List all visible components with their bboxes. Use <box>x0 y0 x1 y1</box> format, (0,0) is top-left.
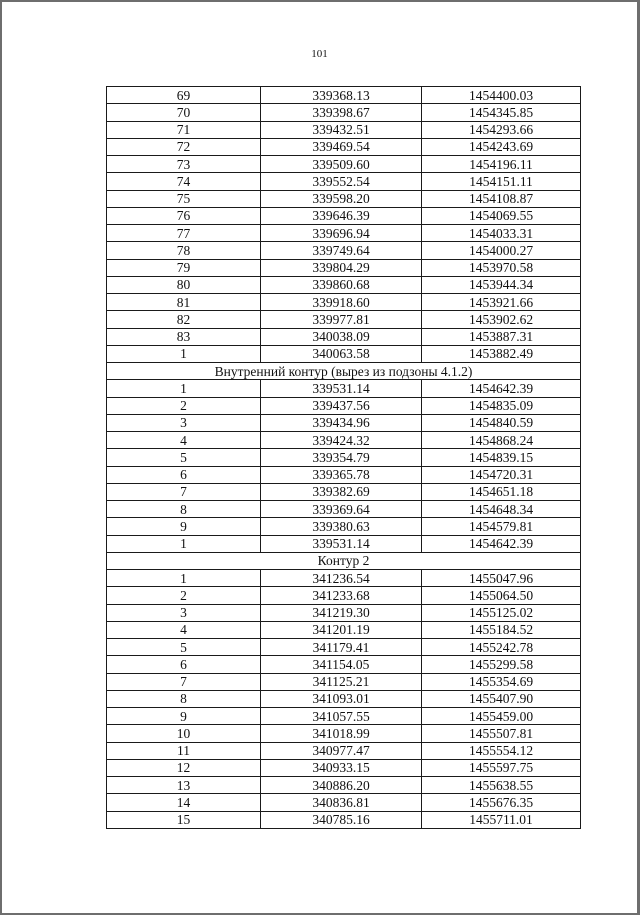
x-coordinate-cell: 339424.32 <box>261 432 422 449</box>
point-number-cell: 76 <box>107 207 261 224</box>
point-number-cell: 73 <box>107 156 261 173</box>
x-coordinate-cell: 341179.41 <box>261 639 422 656</box>
x-coordinate-cell: 339469.54 <box>261 138 422 155</box>
y-coordinate-cell: 1454835.09 <box>422 397 581 414</box>
point-number-cell: 74 <box>107 173 261 190</box>
table-row <box>107 535 581 552</box>
y-coordinate-cell: 1453902.62 <box>422 311 581 328</box>
table-row <box>107 587 581 604</box>
point-number-cell: 6 <box>107 656 261 673</box>
point-number-cell: 4 <box>107 432 261 449</box>
table-row <box>107 173 581 190</box>
y-coordinate-cell: 1454293.66 <box>422 121 581 138</box>
x-coordinate-cell: 339365.78 <box>261 466 422 483</box>
table-row <box>107 242 581 259</box>
y-coordinate-cell: 1454033.31 <box>422 225 581 242</box>
point-number-cell: 80 <box>107 276 261 293</box>
point-number-cell: 75 <box>107 190 261 207</box>
point-number-cell: 14 <box>107 794 261 811</box>
x-coordinate-cell: 339749.64 <box>261 242 422 259</box>
y-coordinate-cell: 1455407.90 <box>422 690 581 707</box>
point-number-cell: 6 <box>107 466 261 483</box>
y-coordinate-cell: 1454868.24 <box>422 432 581 449</box>
document-page <box>2 2 637 913</box>
x-coordinate-cell: 339434.96 <box>261 414 422 431</box>
y-coordinate-cell: 1455638.55 <box>422 777 581 794</box>
y-coordinate-cell: 1453921.66 <box>422 294 581 311</box>
x-coordinate-cell: 340785.16 <box>261 811 422 828</box>
table-row <box>107 138 581 155</box>
y-coordinate-cell: 1454642.39 <box>422 535 581 552</box>
table-row <box>107 742 581 759</box>
point-number-cell: 71 <box>107 121 261 138</box>
point-number-cell: 7 <box>107 483 261 500</box>
x-coordinate-cell: 339354.79 <box>261 449 422 466</box>
table-row <box>107 328 581 345</box>
section-heading-inner-contour: Внутренний контур (вырез из подзоны 4.1.2) <box>107 363 581 380</box>
coordinates-table-body <box>107 87 581 829</box>
y-coordinate-cell: 1454839.15 <box>422 449 581 466</box>
y-coordinate-cell: 1454720.31 <box>422 466 581 483</box>
y-coordinate-cell: 1455184.52 <box>422 621 581 638</box>
y-coordinate-cell: 1455354.69 <box>422 673 581 690</box>
table-row <box>107 673 581 690</box>
table-row <box>107 570 581 587</box>
point-number-cell: 69 <box>107 87 261 104</box>
x-coordinate-cell: 340933.15 <box>261 759 422 776</box>
x-coordinate-cell: 339437.56 <box>261 397 422 414</box>
point-number-cell: 8 <box>107 690 261 707</box>
x-coordinate-cell: 341057.55 <box>261 708 422 725</box>
y-coordinate-cell: 1454648.34 <box>422 501 581 518</box>
table-row <box>107 380 581 397</box>
point-number-cell: 1 <box>107 570 261 587</box>
point-number-cell: 78 <box>107 242 261 259</box>
x-coordinate-cell: 339646.39 <box>261 207 422 224</box>
table-row <box>107 121 581 138</box>
page-number: 101 <box>311 48 328 60</box>
point-number-cell: 1 <box>107 380 261 397</box>
table-row <box>107 311 581 328</box>
point-number-cell: 72 <box>107 138 261 155</box>
point-number-cell: 15 <box>107 811 261 828</box>
y-coordinate-cell: 1455507.81 <box>422 725 581 742</box>
table-row <box>107 466 581 483</box>
point-number-cell: 1 <box>107 535 261 552</box>
x-coordinate-cell: 339531.14 <box>261 535 422 552</box>
y-coordinate-cell: 1454151.11 <box>422 173 581 190</box>
point-number-cell: 1 <box>107 345 261 362</box>
x-coordinate-cell: 341093.01 <box>261 690 422 707</box>
y-coordinate-cell: 1454642.39 <box>422 380 581 397</box>
x-coordinate-cell: 339598.20 <box>261 190 422 207</box>
point-number-cell: 7 <box>107 673 261 690</box>
y-coordinate-cell: 1454840.59 <box>422 414 581 431</box>
x-coordinate-cell: 339552.54 <box>261 173 422 190</box>
point-number-cell: 8 <box>107 501 261 518</box>
x-coordinate-cell: 339382.69 <box>261 483 422 500</box>
coordinates-table <box>106 86 581 829</box>
y-coordinate-cell: 1454651.18 <box>422 483 581 500</box>
table-row <box>107 656 581 673</box>
table-row <box>107 225 581 242</box>
table-row <box>107 725 581 742</box>
y-coordinate-cell: 1454579.81 <box>422 518 581 535</box>
x-coordinate-cell: 341125.21 <box>261 673 422 690</box>
table-row <box>107 87 581 104</box>
y-coordinate-cell: 1455597.75 <box>422 759 581 776</box>
table-row <box>107 690 581 707</box>
table-row <box>107 190 581 207</box>
table-row <box>107 432 581 449</box>
point-number-cell: 79 <box>107 259 261 276</box>
point-number-cell: 82 <box>107 311 261 328</box>
y-coordinate-cell: 1455125.02 <box>422 604 581 621</box>
y-coordinate-cell: 1455064.50 <box>422 587 581 604</box>
table-row <box>107 794 581 811</box>
x-coordinate-cell: 339860.68 <box>261 276 422 293</box>
x-coordinate-cell: 339398.67 <box>261 104 422 121</box>
point-number-cell: 2 <box>107 397 261 414</box>
x-coordinate-cell: 339977.81 <box>261 311 422 328</box>
y-coordinate-cell: 1454000.27 <box>422 242 581 259</box>
y-coordinate-cell: 1455676.35 <box>422 794 581 811</box>
table-row <box>107 414 581 431</box>
table-row <box>107 518 581 535</box>
table-row <box>107 708 581 725</box>
x-coordinate-cell: 341236.54 <box>261 570 422 587</box>
table-row <box>107 397 581 414</box>
table-row <box>107 276 581 293</box>
x-coordinate-cell: 339696.94 <box>261 225 422 242</box>
table-row <box>107 604 581 621</box>
point-number-cell: 81 <box>107 294 261 311</box>
y-coordinate-cell: 1454345.85 <box>422 104 581 121</box>
point-number-cell: 3 <box>107 604 261 621</box>
y-coordinate-cell: 1455554.12 <box>422 742 581 759</box>
x-coordinate-cell: 340977.47 <box>261 742 422 759</box>
point-number-cell: 2 <box>107 587 261 604</box>
point-number-cell: 12 <box>107 759 261 776</box>
x-coordinate-cell: 340836.81 <box>261 794 422 811</box>
point-number-cell: 70 <box>107 104 261 121</box>
y-coordinate-cell: 1454243.69 <box>422 138 581 155</box>
x-coordinate-cell: 341018.99 <box>261 725 422 742</box>
x-coordinate-cell: 339509.60 <box>261 156 422 173</box>
table-row <box>107 811 581 828</box>
x-coordinate-cell: 341219.30 <box>261 604 422 621</box>
y-coordinate-cell: 1453944.34 <box>422 276 581 293</box>
point-number-cell: 5 <box>107 639 261 656</box>
y-coordinate-cell: 1455711.01 <box>422 811 581 828</box>
table-row <box>107 449 581 466</box>
table-row <box>107 621 581 638</box>
y-coordinate-cell: 1454400.03 <box>422 87 581 104</box>
table-row <box>107 759 581 776</box>
y-coordinate-cell: 1453882.49 <box>422 345 581 362</box>
point-number-cell: 9 <box>107 708 261 725</box>
x-coordinate-cell: 339531.14 <box>261 380 422 397</box>
x-coordinate-cell: 341233.68 <box>261 587 422 604</box>
x-coordinate-cell: 339432.51 <box>261 121 422 138</box>
x-coordinate-cell: 339368.13 <box>261 87 422 104</box>
point-number-cell: 10 <box>107 725 261 742</box>
table-row <box>107 483 581 500</box>
table-row <box>107 156 581 173</box>
point-number-cell: 77 <box>107 225 261 242</box>
y-coordinate-cell: 1455299.58 <box>422 656 581 673</box>
table-row <box>107 207 581 224</box>
table-row <box>107 639 581 656</box>
section-heading-contour-2: Контур 2 <box>107 552 581 569</box>
table-row <box>107 501 581 518</box>
y-coordinate-cell: 1454108.87 <box>422 190 581 207</box>
point-number-cell: 5 <box>107 449 261 466</box>
table-row <box>107 104 581 121</box>
x-coordinate-cell: 339804.29 <box>261 259 422 276</box>
x-coordinate-cell: 341201.19 <box>261 621 422 638</box>
point-number-cell: 9 <box>107 518 261 535</box>
section-row <box>107 363 581 380</box>
point-number-cell: 3 <box>107 414 261 431</box>
x-coordinate-cell: 340038.09 <box>261 328 422 345</box>
y-coordinate-cell: 1454069.55 <box>422 207 581 224</box>
y-coordinate-cell: 1453970.58 <box>422 259 581 276</box>
section-row <box>107 552 581 569</box>
x-coordinate-cell: 339380.63 <box>261 518 422 535</box>
table-row <box>107 294 581 311</box>
point-number-cell: 13 <box>107 777 261 794</box>
y-coordinate-cell: 1455047.96 <box>422 570 581 587</box>
y-coordinate-cell: 1453887.31 <box>422 328 581 345</box>
x-coordinate-cell: 340886.20 <box>261 777 422 794</box>
point-number-cell: 4 <box>107 621 261 638</box>
x-coordinate-cell: 339918.60 <box>261 294 422 311</box>
point-number-cell: 83 <box>107 328 261 345</box>
table-row <box>107 777 581 794</box>
y-coordinate-cell: 1455459.00 <box>422 708 581 725</box>
table-row <box>107 259 581 276</box>
x-coordinate-cell: 340063.58 <box>261 345 422 362</box>
point-number-cell: 11 <box>107 742 261 759</box>
x-coordinate-cell: 339369.64 <box>261 501 422 518</box>
y-coordinate-cell: 1454196.11 <box>422 156 581 173</box>
table-row <box>107 345 581 362</box>
x-coordinate-cell: 341154.05 <box>261 656 422 673</box>
y-coordinate-cell: 1455242.78 <box>422 639 581 656</box>
